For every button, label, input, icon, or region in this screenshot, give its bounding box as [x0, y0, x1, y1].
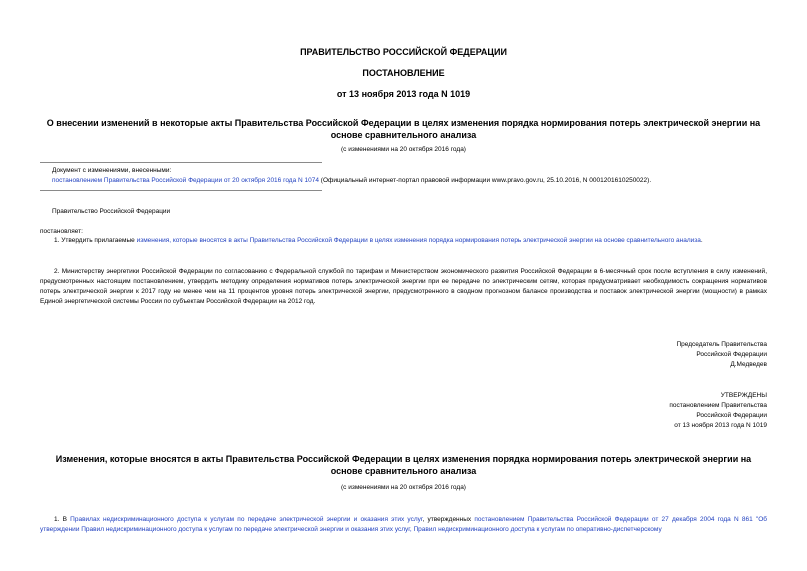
paragraph-2: 2. Министерству энергетики Российской Федерации по согласованию с Федеральной службой по тарифам и Министерством экономического развития Российской Федерации в 6-месячный срок после вступления в силу изменений, предусмотренных настоящим постановлением, утвердить методику определения нормативов потерь электрической энергии при ее передаче по электрическим сетям, которая предусматривает необходимость сокращения нормативов потерь электрической энергии к 2017 году не менее чем на 11 процентов уровня потерь электрической энергии, предусмотренного в сводном прогнозном балансе производства и поставок электрической энергии (мощности) в рамках Единой энергетической системы России по субъектам Российской Федерации на 2012 год. [40, 268, 767, 305]
document-date-number: от 13 ноября 2013 года N 1019 [336, 89, 471, 99]
approval-line-3: от 13 ноября 2013 года N 1019 [674, 422, 767, 429]
government-heading: ПРАВИТЕЛЬСТВО РОССИЙСКОЙ ФЕДЕРАЦИИ [300, 47, 507, 57]
changes-p1-text: 1. В [54, 516, 71, 523]
paragraph-1-text: 1. Утвердить прилагаемые [54, 237, 137, 244]
decides: постановляет: [40, 228, 83, 235]
signature-line-3: Д.Медведев [730, 361, 767, 368]
signature-block [676, 340, 767, 370]
paragraph-1 [40, 236, 767, 246]
paragraph-1-link[interactable]: изменения, которые вносятся в акты Правительства Российской Федерации в целях изменения порядка нормирования потерь электрической энергии на основе сравнительного анализа [136, 237, 701, 244]
edition-note: (с изменениями на 20 октября 2016 года) [341, 146, 466, 153]
amend-block-top-rule [40, 162, 322, 163]
approval-title: УТВЕРЖДЕНЫ [720, 392, 767, 399]
changes-p1-mid: , утвержденных [422, 516, 475, 523]
approval-line-2: Российской Федерации [696, 412, 767, 419]
changes-edition-note: (с изменениями на 20 октября 2016 года) [341, 484, 466, 491]
signature-line-1: Председатель Правительства [676, 341, 767, 348]
rules-link[interactable]: Правилах недискриминационного доступа к услугам по передаче электрической энергии и оказания этих услуг [70, 516, 423, 523]
authority: Правительство Российской Федерации [52, 208, 171, 215]
paragraph-1-end: . [700, 237, 703, 244]
signature-line-2: Российской Федерации [696, 351, 767, 358]
changes-title: Изменения, которые вносятся в акты Правительства Российской Федерации в целях изменения порядка нормирования потерь электрической энергии на основе сравнительного анализа [55, 454, 752, 476]
approval-block [669, 391, 767, 431]
amend-link[interactable]: постановлением Правительства Российской Федерации от 20 октября 2016 года N 1074 [52, 177, 319, 184]
approval-line-1: постановлением Правительства [669, 402, 767, 409]
document-type: ПОСТАНОВЛЕНИЕ [362, 68, 445, 78]
decree-861-link[interactable]: постановлением Правительства Российской Федерации от 27 декабря 2004 года N 861 "Об утверждении Правил недискриминационного доступа к услугам по передаче электрической энергии и оказания этих услуг, Правил недискриминационного доступа к услугам по оперативно-диспетчерскому [40, 516, 767, 533]
amend-line [52, 176, 772, 186]
document-title: О внесении изменений в некоторые акты Правительства Российской Федерации в целях изменения порядка нормирования потерь электрической энергии на основе сравнительного анализа [46, 118, 761, 140]
amend-intro: Документ с изменениями, внесенными: [52, 167, 172, 174]
amend-source: (Официальный интернет-портал правовой информации www.pravo.gov.ru, 25.10.2016, N 0001201610250022). [318, 177, 652, 184]
amend-block-bottom-rule [40, 190, 322, 191]
changes-paragraph-1 [40, 515, 767, 535]
